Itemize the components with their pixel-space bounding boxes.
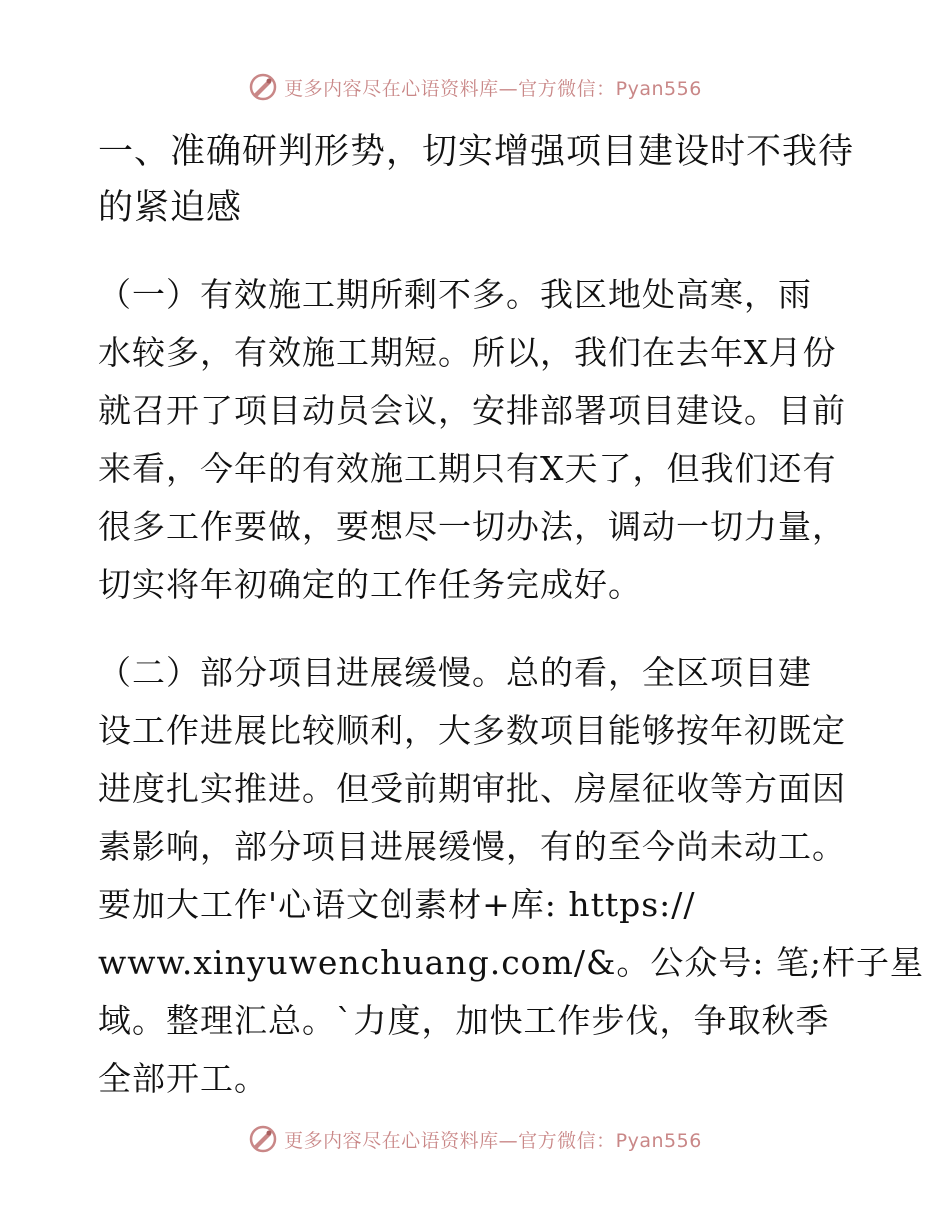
pen-logo-icon	[248, 1124, 278, 1154]
paragraph-line: 要加大工作'心语文创素材+库: https://	[98, 885, 696, 924]
paragraph-line: 很多工作要做，要想尽一切办法，调动一切力量，	[98, 507, 846, 546]
paragraph-line: 水较多，有效施工期短。所以，我们在去年X月份	[98, 333, 837, 372]
paragraph-line: 素影响，部分项目进展缓慢，有的至今尚未动工。	[98, 827, 846, 866]
paragraph-line: www.xinyuwenchuang.com/&。公众号: 笔;杆子星	[98, 943, 925, 982]
paragraph-line: （二）部分项目进展缓慢。总的看，全区项目建	[98, 653, 812, 692]
paragraph-1	[98, 266, 858, 614]
section-heading	[98, 124, 858, 236]
paragraph-line: （一）有效施工期所剩不多。我区地处高寒，雨	[98, 275, 812, 314]
paragraph-line: 设工作进展比较顺利，大多数项目能够按年初既定	[98, 711, 846, 750]
paragraph-line: 就召开了项目动员会议，安排部署项目建设。目前	[98, 391, 846, 430]
paragraph-2	[98, 644, 925, 1108]
paragraph-line: 全部开工。	[98, 1059, 268, 1098]
heading-line: 的紧迫感	[98, 188, 243, 228]
pen-logo-icon	[248, 72, 278, 102]
page-footer-banner	[0, 1124, 950, 1154]
paragraph-line: 进度扎实推进。但受前期审批、房屋征收等方面因	[98, 769, 846, 808]
paragraph-line: 来看，今年的有效施工期只有X天了，但我们还有	[98, 449, 837, 488]
header-banner-text: 更多内容尽在心语资料库—官方微信：Pyan556	[284, 77, 702, 100]
document-body	[98, 124, 925, 1108]
footer-banner-text: 更多内容尽在心语资料库—官方微信：Pyan556	[284, 1129, 702, 1152]
heading-line: 一、准确研判形势，切实增强项目建设时不我待	[98, 132, 855, 172]
paragraph-line: 切实将年初确定的工作任务完成好。	[98, 565, 642, 604]
page-header-banner	[0, 72, 950, 102]
paragraph-line: 域。整理汇总。`力度，加快工作步伐，争取秋季	[98, 1001, 830, 1040]
